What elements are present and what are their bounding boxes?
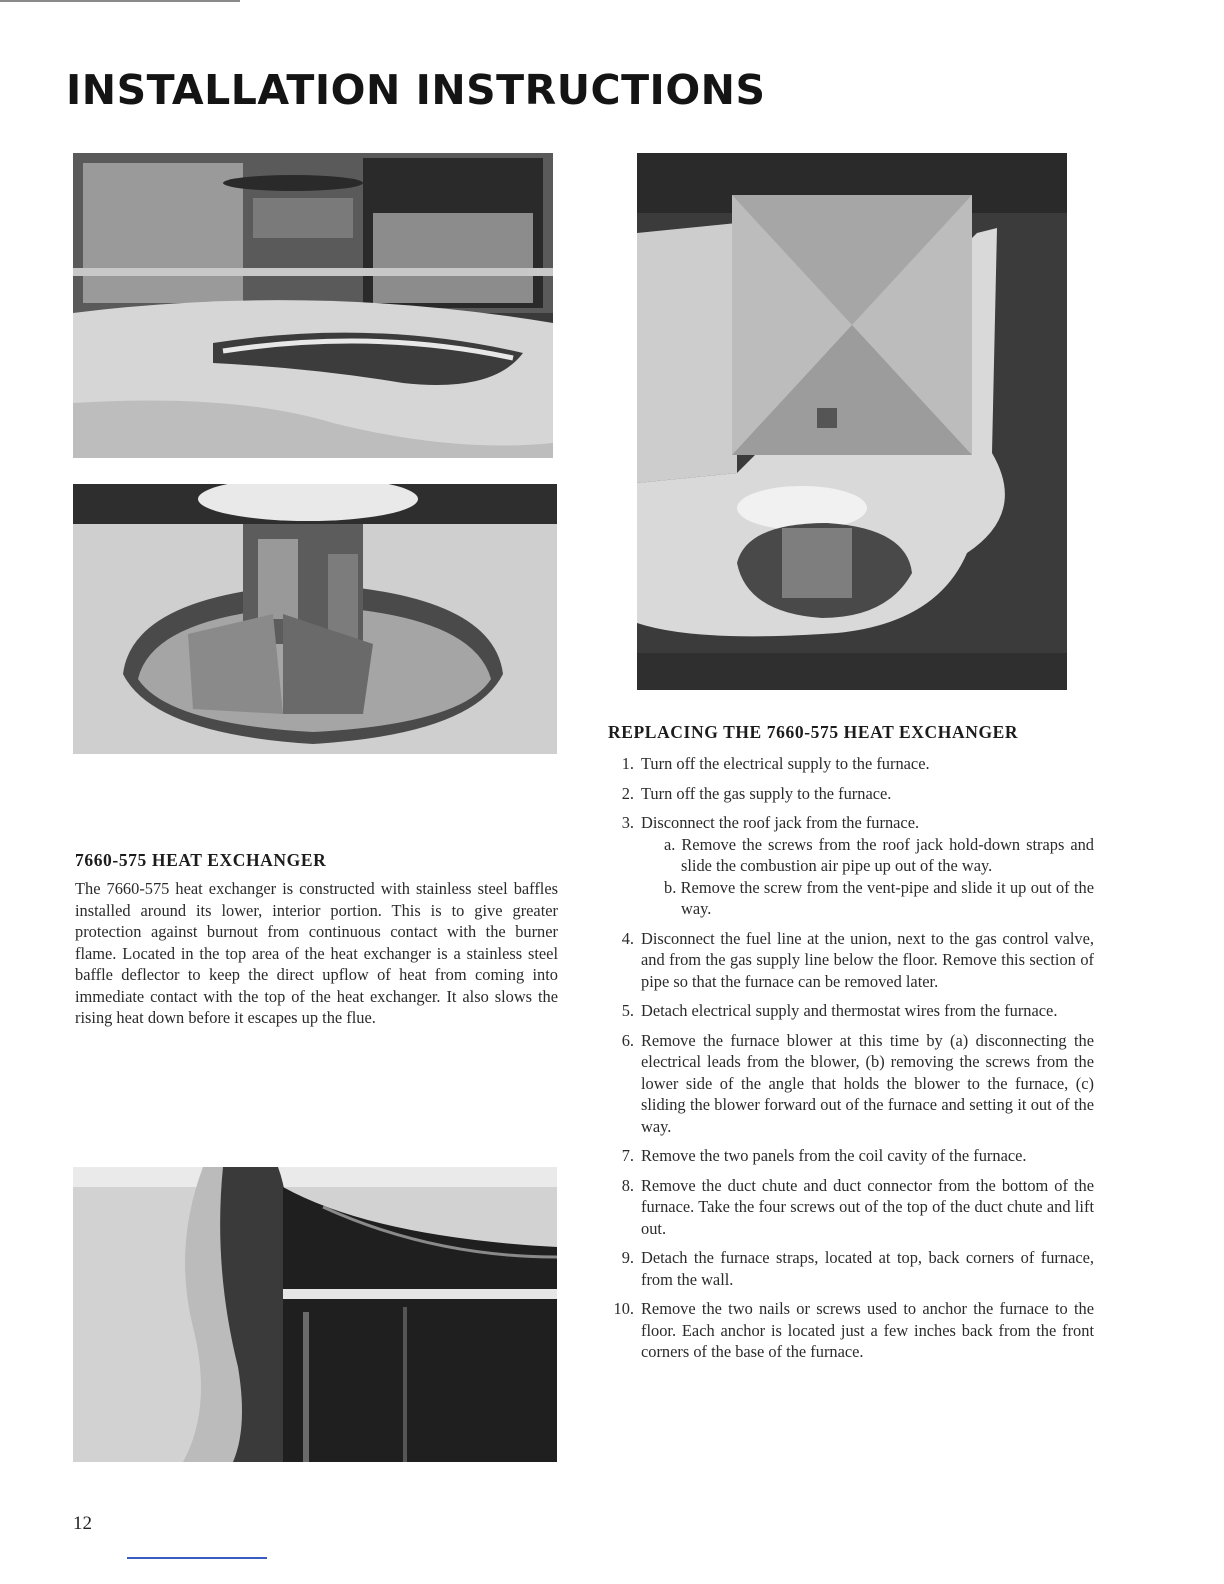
step-text: Disconnect the roof jack from the furnace. [641,813,920,832]
replacement-steps-list [608,753,1094,1371]
step-text: Remove the two panels from the coil cavity of the furnace. [641,1146,1027,1165]
list-item [608,1247,1094,1290]
step-number: 1. [621,754,634,773]
step-text: Remove the two nails or screws used to anchor the furnace to the floor. Each anchor is located just a few inches back from the front corners of the base of the furnace. [641,1299,1094,1361]
step-text: Turn off the gas supply to the furnace. [641,783,892,803]
photo-heat-exchanger-panel [637,153,1067,690]
top-rule [0,0,240,2]
list-item [608,1000,1094,1022]
step-text: Remove the duct chute and duct connector from the bottom of the furnace. Take the four screws out of the top of the duct chute and lift out. [641,1175,1094,1238]
list-item [608,928,1094,993]
list-item [608,812,1094,920]
step-number: 4. [621,928,634,948]
step-number: 5. [621,1001,634,1020]
step-number: 8. [621,1175,634,1195]
step-text: Detach electrical supply and thermostat wires from the furnace. [641,1001,1058,1020]
step-number: 10. [613,1299,634,1318]
section-heading-heat-exchanger: 7660-575 HEAT EXCHANGER [75,850,327,870]
step-text: Disconnect the fuel line at the union, next to the gas control valve, and from the gas supply line below the floor. Remove this section of pipe so that the furnace can be removed later. [641,928,1094,991]
list-item [608,1145,1094,1167]
list-item [608,1175,1094,1240]
sub-step: b. Remove the screw from the vent-pipe and slide it up out of the way. [664,877,1094,918]
list-item [608,753,1094,775]
sub-step: a. Remove the screws from the roof jack hold-down straps and slide the combustion air pipe up out of the way. [664,834,1094,875]
photo-furnace-cavity [73,1167,557,1462]
step-number: 7. [621,1146,634,1165]
photo-heat-exchanger-top [73,153,553,458]
step-number: 6. [621,1030,634,1050]
section-heading-replacing: REPLACING THE 7660-575 HEAT EXCHANGER [608,722,1019,742]
step-text: Turn off the electrical supply to the furnace. [641,754,930,773]
page-number: 12 [73,1513,92,1534]
step-number: 2. [621,783,634,803]
step-number: 3. [621,813,634,832]
step-text: Remove the furnace blower at this time by (a) disconnecting the electrical leads from the blower, (b) removing the screws from the lower side of the angle that holds the blower to the furnace, (c) sliding the blower forward out of the furnace and setting it out of the way. [641,1030,1094,1136]
photo-burner-baffle [73,484,557,754]
list-item [608,783,1094,805]
list-item [608,1030,1094,1138]
bottom-rule [127,1557,267,1559]
list-item [608,1298,1094,1363]
step-number: 9. [621,1248,634,1267]
heat-exchanger-description: The 7660-575 heat exchanger is constructed with stainless steel baffles installed around its lower, interior portion. This is to give greater protection against burnout from continuous contact with the burner flame. Located in the top area of the heat exchanger is a stainless steel baffle deflector to keep the direct upflow of heat from coming into immediate contact with the top of the heat exchanger. It also slows the rising heat down before it escapes up the flue. [75,879,558,1027]
step-text: Detach the furnace straps, located at top, back corners of furnace, from the wall. [641,1248,1094,1289]
page-title: INSTALLATION INSTRUCTIONS [66,66,766,114]
